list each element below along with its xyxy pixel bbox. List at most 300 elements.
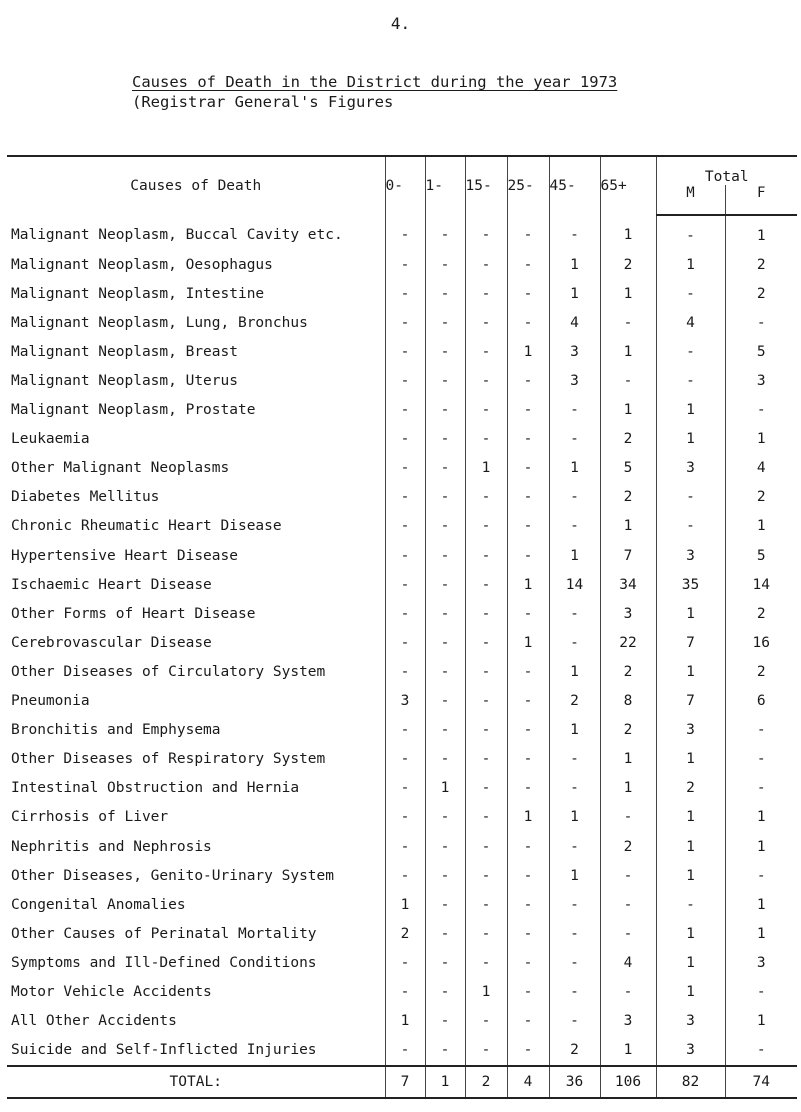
table-row [7,977,797,1006]
cell-value: - [507,948,549,977]
cell-value: - [385,396,425,425]
cell-value: - [507,977,549,1006]
cell-value: 1 [425,774,465,803]
cell-value: - [385,541,425,570]
cell-value: - [425,628,465,657]
cell-value: - [507,745,549,774]
cell-value: - [507,279,549,308]
cell-value: - [465,541,507,570]
cause-label: Cerebrovascular Disease [7,628,385,657]
cause-label: Malignant Neoplasm, Buccal Cavity etc. [7,215,385,250]
cell-value: - [756,780,766,797]
cause-label: Intestinal Obstruction and Hernia [7,774,385,803]
document-title: Causes of Death in the District during the year 1973 [132,73,618,91]
cell-value: - [465,215,507,250]
cell-value: - [385,366,425,395]
cell-value: 22 [600,628,656,657]
cell-value: - [385,745,425,774]
cell-value: - [507,774,549,803]
cause-label: Chronic Rheumatic Heart Disease [7,512,385,541]
cell-value: 14 [549,570,600,599]
cell-value: 2 [600,250,656,279]
table-body [7,215,797,1098]
cell-value: - [385,628,425,657]
cell-value: 1 [600,512,656,541]
cell-value: - [549,919,600,948]
cell-value: - [425,454,465,483]
cell-value: 1 [600,337,656,366]
cell-value: - [385,716,425,745]
cell-value: - [465,716,507,745]
cell-value: 1 [465,454,507,483]
cell-value: 1 [656,599,725,628]
cell-value: - [549,425,600,454]
cell-value: 3 [656,454,725,483]
cell-value: - [549,483,600,512]
cell-value: - [549,628,600,657]
cell-value: - [385,215,425,250]
cause-label: Other Forms of Heart Disease [7,599,385,628]
table-row [7,279,797,308]
cell-value: - [507,308,549,337]
cell-value: - [756,867,766,884]
cell-value: - [425,832,465,861]
cell-value: - [756,722,766,739]
total-value: 106 [600,1066,656,1098]
cell-value: 2 [600,425,656,454]
cell-value: 2 [549,687,600,716]
cell-value: - [756,402,766,419]
cell-value: 1 [507,803,549,832]
cell-value: 2 [600,716,656,745]
header-causes-of-death: Causes of Death [7,156,385,215]
cell-value: - [465,599,507,628]
cell-value: 1 [465,977,507,1006]
table-row [7,774,797,803]
cell-value: 1 [656,977,725,1006]
table-row [7,1036,797,1066]
cell-value: - [425,570,465,599]
cell-value: - [549,890,600,919]
cell-value: - [425,512,465,541]
total-value: 74 [725,1066,797,1098]
cell-value: - [465,948,507,977]
cell-value: - [385,832,425,861]
cell-value: - [465,774,507,803]
causes-of-death-table [7,155,797,1099]
cell-value: - [385,512,425,541]
cell-value: - [425,396,465,425]
cell-value: 3 [549,337,600,366]
cell-value: - [600,890,656,919]
cell-value: 1 [656,425,725,454]
cell-value: 1 [600,774,656,803]
table-row [7,1007,797,1036]
cell-value: - [549,774,600,803]
cause-label: Malignant Neoplasm, Prostate [7,396,385,425]
cell-value: 34 [600,570,656,599]
cell-value: 1 [600,279,656,308]
total-value: 2 [465,1066,507,1098]
cell-value: - [425,425,465,454]
header-age-0: 0- [385,156,425,215]
cause-label: Malignant Neoplasm, Oesophagus [7,250,385,279]
table-row [7,425,797,454]
table-row [7,745,797,774]
cell-value: - [425,861,465,890]
table-row [7,215,797,250]
cell-value: - [385,1036,425,1066]
cell-value: - [425,308,465,337]
table-row [7,396,797,425]
cell-value: 1 [507,628,549,657]
cell-value: - [385,454,425,483]
cell-value: - [549,948,600,977]
cell-value: - [549,1007,600,1036]
cause-label: Nephritis and Nephrosis [7,832,385,861]
cause-label: Other Causes of Perinatal Mortality [7,919,385,948]
cell-value: - [656,366,725,395]
cell-value: - [425,948,465,977]
cell-value: - [507,890,549,919]
cell-value: - [465,657,507,686]
table-row [7,803,797,832]
table-row [7,716,797,745]
cell-value: - [549,512,600,541]
cell-value: 2 [549,1036,600,1066]
cell-value: - [465,483,507,512]
cell-value: - [385,425,425,454]
cell-value: - [425,366,465,395]
cell-value: 7 [656,628,725,657]
cell-value: 2 [385,919,425,948]
table-row [7,483,797,512]
cause-label: Ischaemic Heart Disease [7,570,385,599]
cell-value: - [507,215,549,250]
cause-label: Suicide and Self-Inflicted Injuries [7,1036,385,1066]
cell-value: 1 [656,948,725,977]
cell-value: 3 [756,373,766,390]
cell-value: - [425,599,465,628]
table-row [7,832,797,861]
cell-value: 3 [600,1007,656,1036]
cell-value: 1 [756,518,766,535]
cell-value: - [507,366,549,395]
cell-value: - [425,250,465,279]
cell-value: - [425,687,465,716]
cell-value: - [465,1036,507,1066]
table-row [7,657,797,686]
cell-value: - [465,308,507,337]
cell-value: 5 [756,343,766,360]
cell-value: 1 [656,250,725,279]
cell-value: 1 [656,803,725,832]
cell-value: - [507,687,549,716]
cell-value: - [465,628,507,657]
total-row [7,1066,797,1098]
total-value: 4 [507,1066,549,1098]
cell-value: 1 [385,1007,425,1036]
cell-value: - [385,657,425,686]
cell-value: - [549,215,600,250]
table-row [7,454,797,483]
cell-value: - [600,308,656,337]
header-age-15: 15- [465,156,507,215]
cell-value: - [425,279,465,308]
cause-label: Pneumonia [7,687,385,716]
cell-value: 3 [656,1036,725,1066]
table-row [7,366,797,395]
cell-value: 1 [549,454,600,483]
cell-value: - [385,337,425,366]
cell-value: - [549,599,600,628]
cell-value: - [385,570,425,599]
cell-value: - [507,657,549,686]
cell-value: 1 [549,803,600,832]
cell-value: 1 [507,570,549,599]
cell-value: - [507,425,549,454]
cell-value: 4 [600,948,656,977]
cell-value: 1 [656,861,725,890]
cell-value: 3 [656,716,725,745]
cell-value: 1 [549,541,600,570]
cell-value: - [425,1007,465,1036]
cell-value: 14 [752,576,770,593]
cell-value: - [756,751,766,768]
cell-value: - [465,512,507,541]
table-row [7,919,797,948]
cell-value: 1 [656,832,725,861]
cell-value: 1 [756,227,766,244]
cell-value: - [385,483,425,512]
header-female: F [725,185,797,215]
cell-value: - [600,803,656,832]
table-row [7,512,797,541]
cell-value: 5 [600,454,656,483]
cell-value: 1 [656,396,725,425]
cell-value: - [465,250,507,279]
cell-value: - [507,250,549,279]
cell-value: 1 [600,745,656,774]
cell-value: 3 [549,366,600,395]
cell-value: - [465,861,507,890]
cell-value: 1 [600,396,656,425]
cause-label: Leukaemia [7,425,385,454]
table-row [7,687,797,716]
cell-value: - [465,570,507,599]
cell-value: - [385,774,425,803]
cell-value: - [507,396,549,425]
cause-label: Congenital Anomalies [7,890,385,919]
cell-value: - [465,425,507,454]
total-label: TOTAL: [7,1066,385,1098]
cause-label: Malignant Neoplasm, Uterus [7,366,385,395]
cell-value: - [385,948,425,977]
cause-label: Malignant Neoplasm, Lung, Bronchus [7,308,385,337]
cell-value: 1 [756,925,766,942]
cell-value: 3 [756,954,766,971]
header-total: Total [656,156,797,185]
cell-value: - [385,977,425,1006]
cell-value: - [425,919,465,948]
table-row [7,250,797,279]
cell-value: - [465,745,507,774]
cell-value: 5 [756,547,766,564]
header-age-25: 25- [507,156,549,215]
cell-value: 4 [549,308,600,337]
cell-value: 35 [656,570,725,599]
cell-value: 1 [385,890,425,919]
table-header-row [7,156,797,185]
cell-value: - [385,308,425,337]
cell-value: 2 [756,489,766,506]
cell-value: 1 [756,431,766,448]
cell-value: - [507,541,549,570]
cell-value: 1 [756,809,766,826]
cell-value: 1 [549,250,600,279]
cell-value: 1 [549,861,600,890]
cell-value: - [507,1036,549,1066]
total-value: 7 [385,1066,425,1098]
cause-label: Other Diseases, Genito-Urinary System [7,861,385,890]
cell-value: - [465,803,507,832]
document-subtitle: (Registrar General's Figures [132,93,394,111]
cell-value: - [600,366,656,395]
table-row [7,541,797,570]
cell-value: - [425,483,465,512]
table-row [7,861,797,890]
cell-value: 2 [756,663,766,680]
cell-value: 2 [600,832,656,861]
cell-value: - [425,803,465,832]
cell-value: - [600,919,656,948]
cell-value: - [425,745,465,774]
total-value: 1 [425,1066,465,1098]
cell-value: - [656,483,725,512]
cell-value: - [425,716,465,745]
cell-value: - [465,366,507,395]
cause-label: Other Diseases of Circulatory System [7,657,385,686]
cell-value: 3 [656,1007,725,1036]
cell-value: 1 [600,1036,656,1066]
cell-value: 3 [385,687,425,716]
cell-value: - [549,745,600,774]
header-age-65-plus: 65+ [600,156,656,215]
cell-value: - [507,861,549,890]
cell-value: 4 [756,460,766,477]
cell-value: - [656,279,725,308]
cell-value: - [425,890,465,919]
cell-value: - [756,983,766,1000]
table-row [7,948,797,977]
cell-value: - [465,279,507,308]
cell-value: - [465,687,507,716]
cell-value: 1 [756,896,766,913]
cell-value: - [465,832,507,861]
cell-value: - [425,657,465,686]
cell-value: - [465,1007,507,1036]
cell-value: - [425,977,465,1006]
cell-value: - [507,483,549,512]
cell-value: 2 [756,605,766,622]
cell-value: 2 [656,774,725,803]
total-value: 36 [549,1066,600,1098]
cause-label: Symptoms and Ill-Defined Conditions [7,948,385,977]
cell-value: - [507,512,549,541]
cause-label: Other Malignant Neoplasms [7,454,385,483]
cell-value: 1 [656,657,725,686]
cell-value: 4 [656,308,725,337]
cell-value: - [465,337,507,366]
cell-value: - [507,599,549,628]
cell-value: - [656,890,725,919]
cause-label: Motor Vehicle Accidents [7,977,385,1006]
cell-value: 3 [600,599,656,628]
cell-value: 16 [752,634,770,651]
header-age-45: 45- [549,156,600,215]
cell-value: - [465,919,507,948]
cell-value: - [385,861,425,890]
cell-value: - [756,314,766,331]
header-age-1: 1- [425,156,465,215]
cell-value: - [507,919,549,948]
cell-value: 8 [600,687,656,716]
cause-label: Malignant Neoplasm, Intestine [7,279,385,308]
table-row [7,308,797,337]
cell-value: 2 [600,483,656,512]
cell-value: - [507,832,549,861]
cell-value: - [385,250,425,279]
cell-value: - [600,977,656,1006]
cause-label: Malignant Neoplasm, Breast [7,337,385,366]
cause-label: Diabetes Mellitus [7,483,385,512]
cell-value: - [425,215,465,250]
table-row [7,890,797,919]
cell-value: - [507,1007,549,1036]
cell-value: - [425,1036,465,1066]
cell-value: - [425,541,465,570]
table-row [7,570,797,599]
total-value: 82 [656,1066,725,1098]
cause-label: Bronchitis and Emphysema [7,716,385,745]
cell-value: 2 [600,657,656,686]
cell-value: 7 [600,541,656,570]
cell-value: - [507,716,549,745]
cell-value: 2 [756,256,766,273]
cell-value: - [549,832,600,861]
cell-value: 1 [656,745,725,774]
cell-value: 1 [549,279,600,308]
cell-value: 1 [549,657,600,686]
cause-label: All Other Accidents [7,1007,385,1036]
cell-value: - [656,512,725,541]
cell-value: - [549,396,600,425]
cell-value: - [549,977,600,1006]
cell-value: - [425,337,465,366]
cell-value: 1 [756,1013,766,1030]
cause-label: Other Diseases of Respiratory System [7,745,385,774]
cell-value: 3 [656,541,725,570]
cell-value: - [385,279,425,308]
cell-value: - [656,337,725,366]
cell-value: 2 [756,285,766,302]
cell-value: 1 [656,919,725,948]
cell-value: - [600,861,656,890]
cell-value: - [385,599,425,628]
cell-value: - [385,803,425,832]
cause-label: Cirrhosis of Liver [7,803,385,832]
table-row [7,628,797,657]
